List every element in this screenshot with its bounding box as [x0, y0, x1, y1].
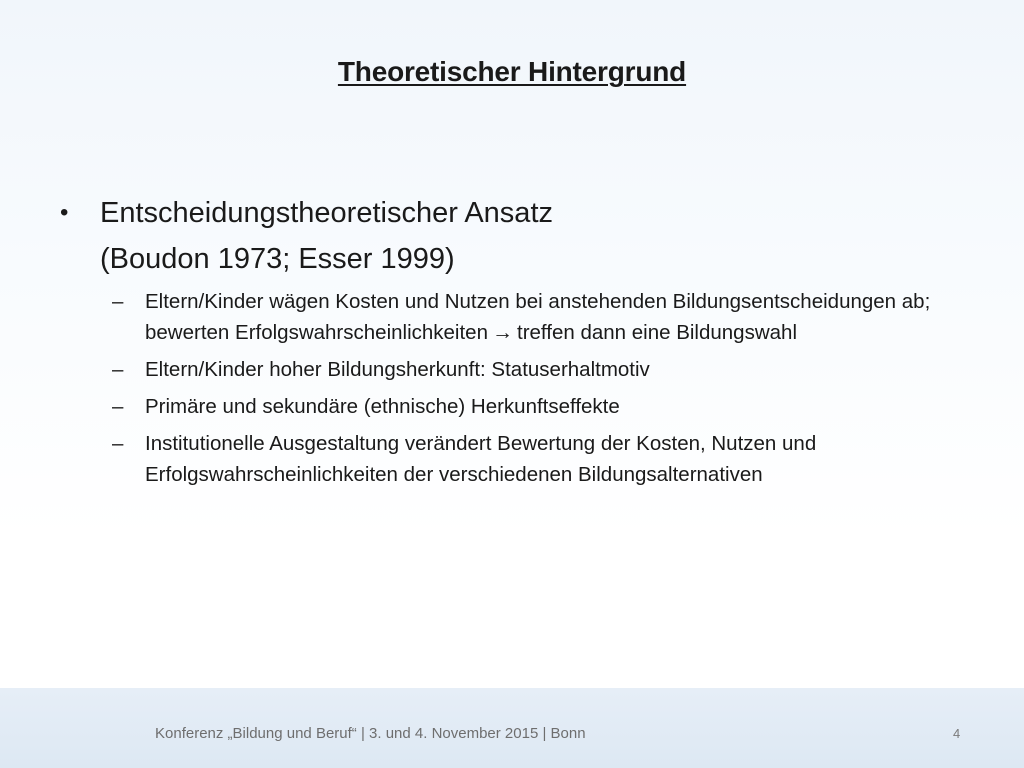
main-bullet — [60, 190, 960, 282]
main-bullet-line2: (Boudon 1973; Esser 1999) — [100, 243, 455, 275]
sub-bullet-text-before-arrow: Eltern/Kinder wägen Kosten und Nutzen bei anstehenden Bildungsentscheidungen ab; bewerten Erfolgswahrscheinlichkeiten — [145, 290, 931, 344]
sub-bullet-item — [112, 286, 960, 348]
sub-bullet-text: Eltern/Kinder hoher Bildungsherkunft: Statuserhaltmotiv — [145, 358, 650, 381]
slide-title: Theoretischer Hintergrund — [337, 56, 687, 87]
sub-bullet-text: Institutionelle Ausgestaltung verändert Bewertung der Kosten, Nutzen und Erfolgswahrscheinlichkeiten der verschiedenen Bildungsalternativen — [145, 432, 817, 486]
sub-bullet-item — [112, 354, 960, 385]
bullet-dot-icon: • — [60, 199, 69, 226]
arrow-right-icon: → — [492, 321, 513, 344]
sub-bullet-text: Primäre und sekundäre (ethnische) Herkunftseffekte — [145, 395, 620, 418]
slide-content — [60, 190, 960, 506]
sub-bullet-item — [112, 428, 960, 490]
page-number: 4 — [953, 726, 961, 741]
sub-bullet-item — [112, 391, 960, 422]
footer-text: Konferenz „Bildung und Beruf“ | 3. und 4. November 2015 | Bonn — [155, 725, 586, 742]
dash-icon: – — [112, 432, 124, 455]
dash-icon: – — [112, 290, 124, 313]
sub-bullet-text-after-arrow: treffen dann eine Bildungswahl — [517, 321, 797, 344]
main-bullet-line1: Entscheidungstheoretischer Ansatz — [100, 197, 553, 229]
dash-icon: – — [112, 395, 124, 418]
dash-icon: – — [112, 358, 124, 381]
sub-bullet-list — [112, 286, 960, 490]
